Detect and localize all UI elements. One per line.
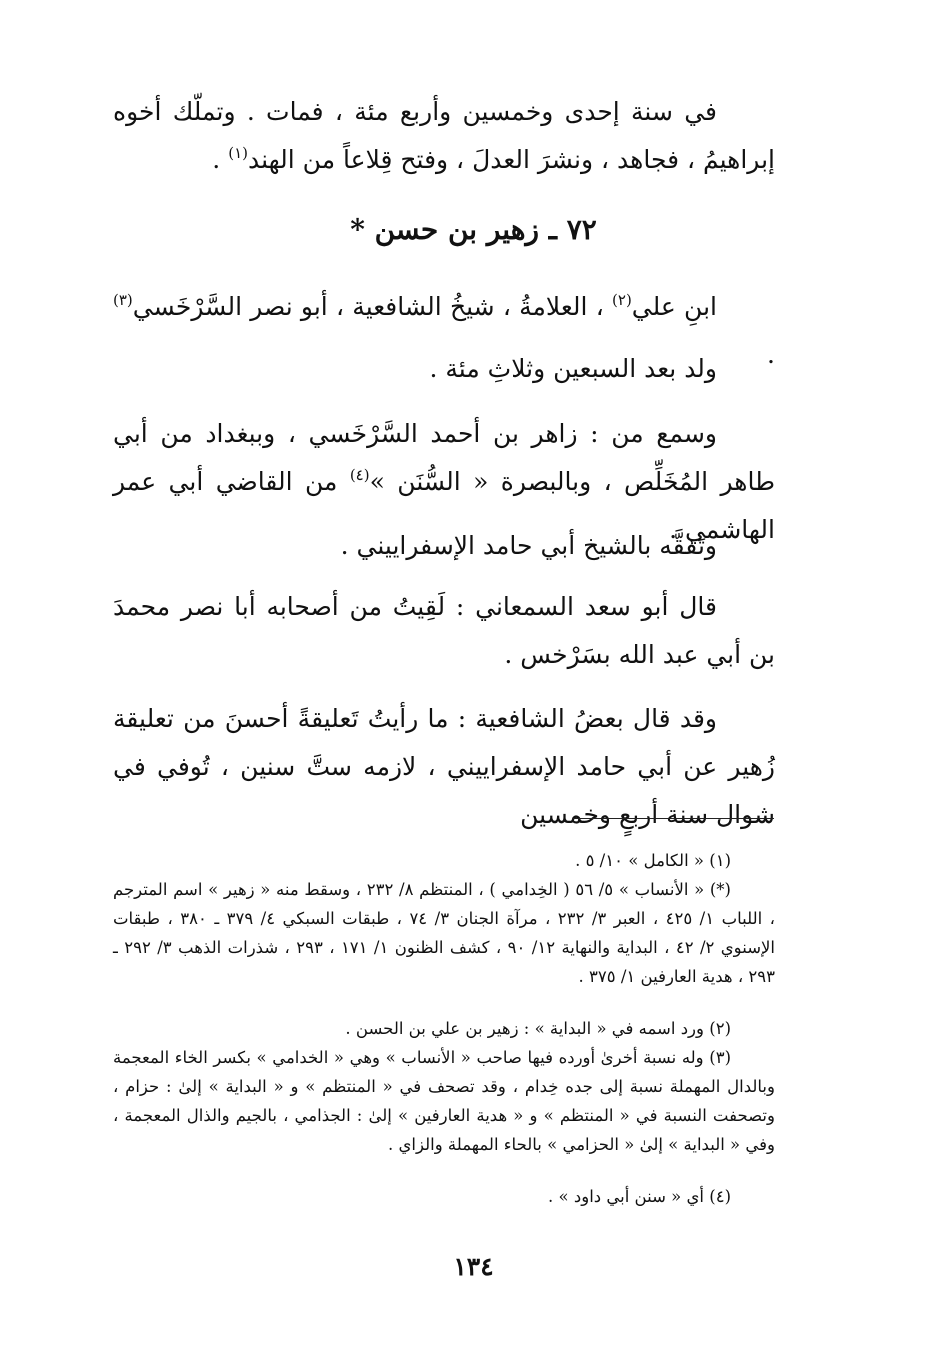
lineage-text-c: . — [767, 340, 775, 369]
paragraph-study: وتَفقَّه بالشيخ أبي حامد الإسفراييني . — [340, 531, 717, 560]
teachers-text-b: من القاضي أبي عمر الهاشمي . — [113, 467, 775, 544]
footnote-2: (٢) ورد اسمه في « البداية » : زهير بن علي بن الحسن . — [345, 1019, 731, 1038]
footnote-3: (٣) وله نسبة أخرىٰ أورده فيها صاحب « الأنساب » وهي « الخدامي » بكسر الخاء المعجمة وبالدال المهملة نسبة إلى جده خِدام ، وقد تصحف في « المنتظم » و « البداية » إلىٰ : حزام ، وتصحفت النسبة في « المنتظم » و « هدية العارفين » إلىٰ : الجذامي ، بالجيم والذال المعجمة ، وفي « البداية » إلىٰ « الحزامي » بالحاء المهملة والزاي . — [113, 1048, 775, 1154]
footnote-star: (*) « الأنساب » ٥/ ٥٦ ( الخِدامي ) ، المنتظم ٨/ ٢٣٢ ، وسقط منه « زهير » اسم المترجم ، اللباب ١/ ٤٢٥ ، العبر ٣/ ٢٣٢ ، مرآة الجنان ٣/ ٧٤ ، طبقات السبكي ٤/ ٣٧٩ ـ ٣٨٠ ، طبقات الإسنوي ٢/ ٤٢ ، البداية والنهاية ١٢/ ٩٠ ، كشف الظنون ١/ ١٧١ ، ٢٩٣ ، شذرات الذهب ٣/ ٢٩٢ ـ ٢٩٣ ، هدية العارفين ١/ ٣٧٥ . — [113, 880, 776, 986]
teachers-text-a: وسمع من : زاهر بن أحمد السَّرْخَسي ، وببغداد من أبي طاهر المُخَلِّص ، وبالبصرة « السُّنَن » — [113, 419, 775, 496]
paragraph-samani: قال أبو سعد السمعاني : لَقِيتُ من أصحابه أبا نصر محمدَ بن أبي عبد الله بسَرْخس . — [113, 592, 775, 669]
footnote-ref-3: (٣) — [113, 291, 133, 309]
lineage-text-a: ابنِ علي — [631, 292, 717, 321]
opening-text: في سنة إحدى وخمسين وأربع مئة ، فمات . وتملّك أخوه إبراهيمُ ، فجاهد ، ونشرَ العدلَ ، وفتح قِلاعاً من الهند — [113, 97, 775, 174]
opening-paragraph — [113, 88, 775, 184]
footnote-4: (٤) أي « سنن أبي داود » . — [548, 1187, 731, 1206]
footnote-ref-1: (١) — [228, 144, 248, 162]
page-number: ١٣٤ — [453, 1252, 494, 1281]
footnote-1: (١) « الكامل » ١٠/ ٥ . — [575, 851, 731, 870]
footnote-separator — [573, 818, 774, 819]
paragraph-birth: ولد بعد السبعين وثلاثِ مئة . — [429, 354, 717, 383]
opening-end: . — [212, 145, 229, 174]
lineage-text-b: ، العلامةُ ، شيخُ الشافعية ، أبو نصر السَّرْخَسي — [132, 292, 613, 321]
footnote-ref-4: (٤) — [349, 466, 370, 484]
footnote-ref-2: (٢) — [612, 291, 632, 309]
paragraph-taliqa: وقد قال بعضُ الشافعية : ما رأيتُ تَعليقةً أحسنَ من تعليقة زُهير عن أبي حامد الإسفراييني ، لازمه ستَّ سنين ، تُوفي في شوال سنة أربعٍ وخمسين — [113, 704, 775, 829]
entry-heading: ٧٢ ـ زهير بن حسن ‌* — [350, 213, 597, 246]
